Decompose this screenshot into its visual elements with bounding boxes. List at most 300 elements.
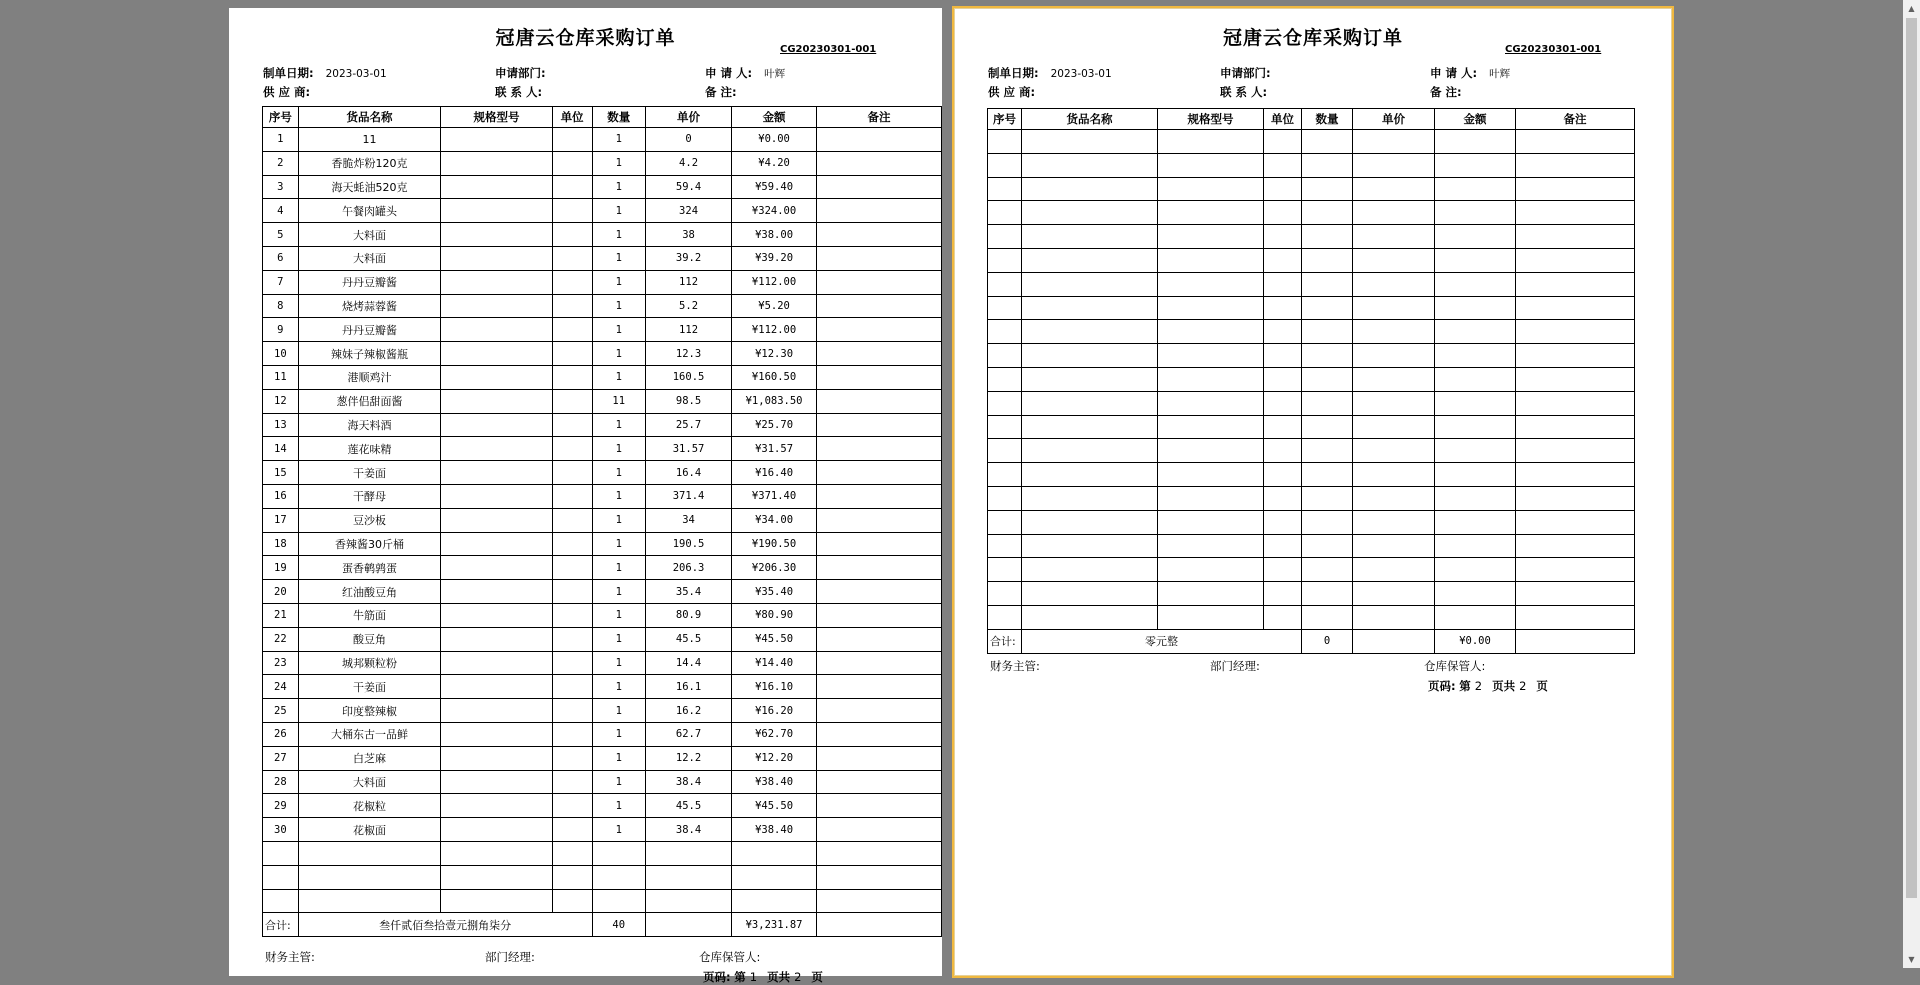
table-cell: [988, 272, 1022, 296]
table-row: [263, 437, 942, 461]
table-cell: [1353, 558, 1435, 582]
print-page-2: [952, 6, 1674, 978]
table-cell: 海天料酒: [298, 413, 441, 437]
table-cell: [441, 580, 552, 604]
table-cell: [1158, 605, 1264, 629]
table-cell: [1516, 582, 1635, 606]
table-row: [988, 534, 1635, 558]
table-cell: [1022, 248, 1158, 272]
table-cell: [817, 627, 942, 651]
table-row: [263, 389, 942, 413]
scroll-up-arrow-icon[interactable]: ▲: [1908, 4, 1915, 13]
table-cell: [1302, 130, 1353, 154]
table-cell: [1264, 225, 1302, 249]
table-cell: [1022, 367, 1158, 391]
table-cell: [552, 151, 592, 175]
table-row: [263, 794, 942, 818]
table-cell: 23: [263, 651, 299, 675]
table-cell: [1353, 439, 1435, 463]
table-cell: ¥16.40: [732, 461, 817, 485]
table-cell: [1022, 272, 1158, 296]
total-quantity: 0: [1302, 629, 1353, 653]
table-cell: 1: [592, 580, 646, 604]
table-cell: 12.2: [646, 746, 732, 770]
table-cell: [441, 603, 552, 627]
total-quantity: 40: [592, 913, 646, 937]
table-cell: [1302, 201, 1353, 225]
table-cell: [817, 532, 942, 556]
table-cell: ¥190.50: [732, 532, 817, 556]
finance-signature: 财务主管:: [265, 950, 315, 964]
table-cell: 干酵母: [298, 484, 441, 508]
table-cell: 31.57: [646, 437, 732, 461]
table-cell: [817, 389, 942, 413]
table-cell: [1022, 153, 1158, 177]
table-cell: [1022, 582, 1158, 606]
table-cell: [1022, 534, 1158, 558]
table-cell: [592, 841, 646, 865]
table-cell: 34: [646, 508, 732, 532]
table-row: [263, 151, 942, 175]
table-cell: [1516, 320, 1635, 344]
column-header: 序号: [988, 109, 1022, 130]
table-cell: 15: [263, 461, 299, 485]
table-cell: [552, 365, 592, 389]
table-cell: [1158, 463, 1264, 487]
table-cell: 160.5: [646, 365, 732, 389]
table-row: [988, 201, 1635, 225]
table-cell: ¥324.00: [732, 199, 817, 223]
table-cell: 8: [263, 294, 299, 318]
table-row: [263, 413, 942, 437]
scroll-down-arrow-icon[interactable]: ▼: [1908, 955, 1915, 964]
table-cell: ¥38.00: [732, 223, 817, 247]
table-header-row: [263, 107, 942, 128]
table-cell: 1: [592, 294, 646, 318]
table-cell: 1: [263, 128, 299, 152]
table-row: [988, 248, 1635, 272]
table-row: [988, 296, 1635, 320]
table-cell: ¥371.40: [732, 484, 817, 508]
table-cell: 26: [263, 722, 299, 746]
applicant-field: 申 请 人: 叶辉: [1430, 66, 1511, 80]
table-cell: [1158, 296, 1264, 320]
table-cell: [1302, 344, 1353, 368]
table-cell: ¥31.57: [732, 437, 817, 461]
supplier-field: 供 应 商:: [263, 85, 311, 99]
table-cell: [441, 651, 552, 675]
table-cell: [1435, 177, 1516, 201]
table-cell: 红油酸豆角: [298, 580, 441, 604]
table-row: [263, 175, 942, 199]
table-cell: [1435, 225, 1516, 249]
table-row: [263, 342, 942, 366]
total-amount-words: 零元整: [1022, 629, 1302, 653]
table-cell: 19: [263, 556, 299, 580]
table-cell: [1353, 130, 1435, 154]
table-cell: 18: [263, 532, 299, 556]
applicant-field: 申 请 人: 叶辉: [705, 66, 786, 80]
table-cell: [1158, 367, 1264, 391]
finance-signature: 财务主管:: [990, 659, 1040, 673]
table-cell: 1: [592, 342, 646, 366]
column-header: 序号: [263, 107, 299, 128]
table-cell: [441, 818, 552, 842]
table-cell: [1516, 272, 1635, 296]
table-cell: [552, 484, 592, 508]
scrollbar-thumb[interactable]: [1906, 18, 1917, 898]
table-cell: [1264, 201, 1302, 225]
table-cell: [817, 651, 942, 675]
table-cell: [552, 342, 592, 366]
table-cell: [988, 248, 1022, 272]
table-cell: [1302, 534, 1353, 558]
table-cell: 花椒面: [298, 818, 441, 842]
table-cell: 1: [592, 461, 646, 485]
table-cell: [1435, 201, 1516, 225]
table-cell: 12: [263, 389, 299, 413]
table-cell: [988, 463, 1022, 487]
table-cell: [1302, 463, 1353, 487]
table-row: [263, 484, 942, 508]
table-row: [988, 320, 1635, 344]
table-cell: [988, 391, 1022, 415]
table-cell: [441, 556, 552, 580]
table-cell: [552, 841, 592, 865]
table-row: [263, 461, 942, 485]
table-cell: [817, 556, 942, 580]
table-cell: [441, 722, 552, 746]
table-cell: [988, 367, 1022, 391]
table-cell: [1264, 391, 1302, 415]
table-cell: [988, 415, 1022, 439]
table-cell: 112: [646, 318, 732, 342]
print-page-1: [229, 8, 942, 984]
table-cell: 午餐肉罐头: [298, 199, 441, 223]
table-cell: [1264, 153, 1302, 177]
table-row: [988, 153, 1635, 177]
table-cell: [441, 889, 552, 913]
table-cell: [441, 246, 552, 270]
table-cell: [646, 841, 732, 865]
table-cell: [1353, 486, 1435, 510]
table-cell: 1: [592, 746, 646, 770]
table-cell: [552, 746, 592, 770]
table-row: [263, 603, 942, 627]
table-cell: [817, 675, 942, 699]
table-cell: 1: [592, 675, 646, 699]
table-cell: [1435, 320, 1516, 344]
table-row: [988, 415, 1635, 439]
table-cell: [1264, 320, 1302, 344]
table-row: [263, 270, 942, 294]
table-cell: [552, 818, 592, 842]
table-cell: 港顺鸡汁: [298, 365, 441, 389]
table-cell: [817, 841, 942, 865]
table-cell: [1302, 582, 1353, 606]
table-cell: [552, 318, 592, 342]
table-cell: 16.4: [646, 461, 732, 485]
table-cell: [1353, 248, 1435, 272]
table-cell: [817, 270, 942, 294]
table-cell: 59.4: [646, 175, 732, 199]
table-cell: [1302, 558, 1353, 582]
table-row: [988, 272, 1635, 296]
table-cell: 城邦颗粒粉: [298, 651, 441, 675]
table-cell: [1353, 177, 1435, 201]
table-cell: [1022, 486, 1158, 510]
supplier-field: 供 应 商:: [988, 85, 1036, 99]
table-cell: [1158, 153, 1264, 177]
table-cell: 14: [263, 437, 299, 461]
column-header: 规格型号: [1158, 109, 1264, 130]
column-header: 单价: [1353, 109, 1435, 130]
table-cell: 1: [592, 437, 646, 461]
table-cell: 1: [592, 722, 646, 746]
table-cell: [817, 818, 942, 842]
table-cell: [1353, 225, 1435, 249]
table-cell: ¥160.50: [732, 365, 817, 389]
table-row: [263, 580, 942, 604]
table-cell: [1158, 510, 1264, 534]
table-cell: [1302, 510, 1353, 534]
table-cell: 45.5: [646, 794, 732, 818]
table-cell: [1435, 415, 1516, 439]
table-cell: ¥59.40: [732, 175, 817, 199]
table-cell: [1353, 201, 1435, 225]
table-cell: [1302, 367, 1353, 391]
table-cell: [1158, 272, 1264, 296]
table-cell: 11: [263, 365, 299, 389]
table-cell: [1516, 153, 1635, 177]
table-cell: [441, 770, 552, 794]
table-cell: [441, 223, 552, 247]
table-cell: 大桶东古一品鲜: [298, 722, 441, 746]
table-cell: 25.7: [646, 413, 732, 437]
table-row: [988, 439, 1635, 463]
table-row: [263, 627, 942, 651]
table-cell: [552, 532, 592, 556]
table-cell: [732, 865, 817, 889]
table-cell: [1264, 272, 1302, 296]
table-cell: [1022, 225, 1158, 249]
table-cell: ¥1,083.50: [732, 389, 817, 413]
table-row: [263, 865, 942, 889]
table-cell: 1: [592, 246, 646, 270]
table-cell: 香脆炸粉120克: [298, 151, 441, 175]
table-cell: [441, 675, 552, 699]
table-cell: 45.5: [646, 627, 732, 651]
table-cell: 12.3: [646, 342, 732, 366]
table-cell: [1022, 463, 1158, 487]
total-remark-cell: [817, 913, 942, 937]
table-cell: [817, 246, 942, 270]
table-cell: 38: [646, 223, 732, 247]
table-cell: [1516, 130, 1635, 154]
table-cell: [592, 889, 646, 913]
table-cell: [1264, 582, 1302, 606]
table-row: [988, 463, 1635, 487]
table-cell: [1302, 153, 1353, 177]
table-cell: 29: [263, 794, 299, 818]
total-row: [263, 913, 942, 937]
table-cell: 371.4: [646, 484, 732, 508]
page-indicator: 页码: 第 2 页共 2 页: [1428, 679, 1548, 693]
table-cell: [1158, 248, 1264, 272]
table-cell: [1435, 296, 1516, 320]
table-cell: 38.4: [646, 818, 732, 842]
table-cell: [1516, 534, 1635, 558]
table-cell: [592, 865, 646, 889]
table-row: [263, 365, 942, 389]
table-cell: [1158, 344, 1264, 368]
table-cell: [298, 889, 441, 913]
table-cell: [1516, 439, 1635, 463]
table-cell: [817, 413, 942, 437]
order-items-table: [987, 108, 1635, 654]
table-cell: [1158, 582, 1264, 606]
table-cell: [1264, 486, 1302, 510]
table-cell: [552, 889, 592, 913]
table-cell: [1158, 486, 1264, 510]
table-cell: [552, 675, 592, 699]
table-cell: 1: [592, 770, 646, 794]
table-cell: ¥112.00: [732, 318, 817, 342]
table-cell: 酸豆角: [298, 627, 441, 651]
table-row: [263, 699, 942, 723]
column-header: 数量: [1302, 109, 1353, 130]
table-cell: 13: [263, 413, 299, 437]
column-header: 备注: [817, 107, 942, 128]
table-row: [988, 177, 1635, 201]
column-header: 备注: [1516, 109, 1635, 130]
table-cell: 62.7: [646, 722, 732, 746]
table-cell: [1353, 344, 1435, 368]
table-cell: [1158, 439, 1264, 463]
table-cell: [1353, 605, 1435, 629]
table-cell: [817, 603, 942, 627]
table-row: [263, 722, 942, 746]
table-cell: [552, 556, 592, 580]
table-cell: [988, 558, 1022, 582]
table-cell: 27: [263, 746, 299, 770]
table-cell: 5.2: [646, 294, 732, 318]
table-cell: [1302, 320, 1353, 344]
table-cell: [1516, 367, 1635, 391]
table-cell: [817, 580, 942, 604]
table-cell: [552, 627, 592, 651]
table-cell: ¥38.40: [732, 818, 817, 842]
table-cell: 1: [592, 603, 646, 627]
table-cell: [817, 294, 942, 318]
table-cell: [1302, 296, 1353, 320]
total-amount-words: 叁仟贰佰叁拾壹元捌角柒分: [298, 913, 592, 937]
table-cell: [1022, 344, 1158, 368]
column-header: 货品名称: [1022, 109, 1158, 130]
table-cell: [552, 651, 592, 675]
table-cell: [1516, 225, 1635, 249]
table-cell: 辣妹子辣椒酱瓶: [298, 342, 441, 366]
table-cell: [988, 510, 1022, 534]
table-cell: [1516, 605, 1635, 629]
table-cell: ¥14.40: [732, 651, 817, 675]
table-cell: [1353, 510, 1435, 534]
table-cell: [817, 770, 942, 794]
table-cell: ¥16.20: [732, 699, 817, 723]
table-cell: [988, 344, 1022, 368]
table-cell: [817, 318, 942, 342]
table-row: [988, 391, 1635, 415]
table-cell: [1516, 344, 1635, 368]
table-cell: 1: [592, 175, 646, 199]
total-label: 合计:: [988, 629, 1022, 653]
table-cell: [263, 889, 299, 913]
table-cell: [1516, 486, 1635, 510]
table-cell: [1264, 510, 1302, 534]
table-cell: 1: [592, 413, 646, 437]
table-cell: 6: [263, 246, 299, 270]
table-row: [263, 770, 942, 794]
table-cell: [817, 865, 942, 889]
table-cell: [988, 296, 1022, 320]
table-cell: 1: [592, 556, 646, 580]
table-cell: 干姜面: [298, 675, 441, 699]
table-row: [263, 294, 942, 318]
table-cell: [441, 508, 552, 532]
table-cell: [441, 175, 552, 199]
table-cell: 1: [592, 532, 646, 556]
table-cell: [552, 770, 592, 794]
table-cell: 花椒粒: [298, 794, 441, 818]
table-cell: [441, 627, 552, 651]
table-cell: [1516, 463, 1635, 487]
table-cell: 28: [263, 770, 299, 794]
table-cell: 香辣酱30斤桶: [298, 532, 441, 556]
table-header-row: [988, 109, 1635, 130]
table-cell: 2: [263, 151, 299, 175]
remark-field: 备 注:: [1430, 85, 1462, 99]
table-cell: [817, 699, 942, 723]
table-cell: 16: [263, 484, 299, 508]
vertical-scrollbar[interactable]: [1903, 0, 1920, 968]
column-header: 单位: [1264, 109, 1302, 130]
table-cell: [263, 865, 299, 889]
table-cell: [1353, 463, 1435, 487]
table-cell: [1516, 415, 1635, 439]
total-empty-cell: [646, 913, 732, 937]
table-row: [988, 558, 1635, 582]
table-cell: 38.4: [646, 770, 732, 794]
table-cell: ¥25.70: [732, 413, 817, 437]
document-title: 冠唐云仓库采购订单: [495, 27, 676, 49]
table-row: [263, 532, 942, 556]
table-row: [988, 130, 1635, 154]
table-cell: 莲花味精: [298, 437, 441, 461]
table-cell: [1264, 130, 1302, 154]
column-header: 规格型号: [441, 107, 552, 128]
table-cell: [1302, 177, 1353, 201]
table-row: [988, 582, 1635, 606]
table-cell: [1435, 391, 1516, 415]
table-cell: ¥12.20: [732, 746, 817, 770]
table-cell: [441, 841, 552, 865]
table-cell: ¥112.00: [732, 270, 817, 294]
table-cell: [988, 225, 1022, 249]
table-cell: 206.3: [646, 556, 732, 580]
table-cell: 1: [592, 223, 646, 247]
table-cell: [441, 270, 552, 294]
table-cell: 干姜面: [298, 461, 441, 485]
